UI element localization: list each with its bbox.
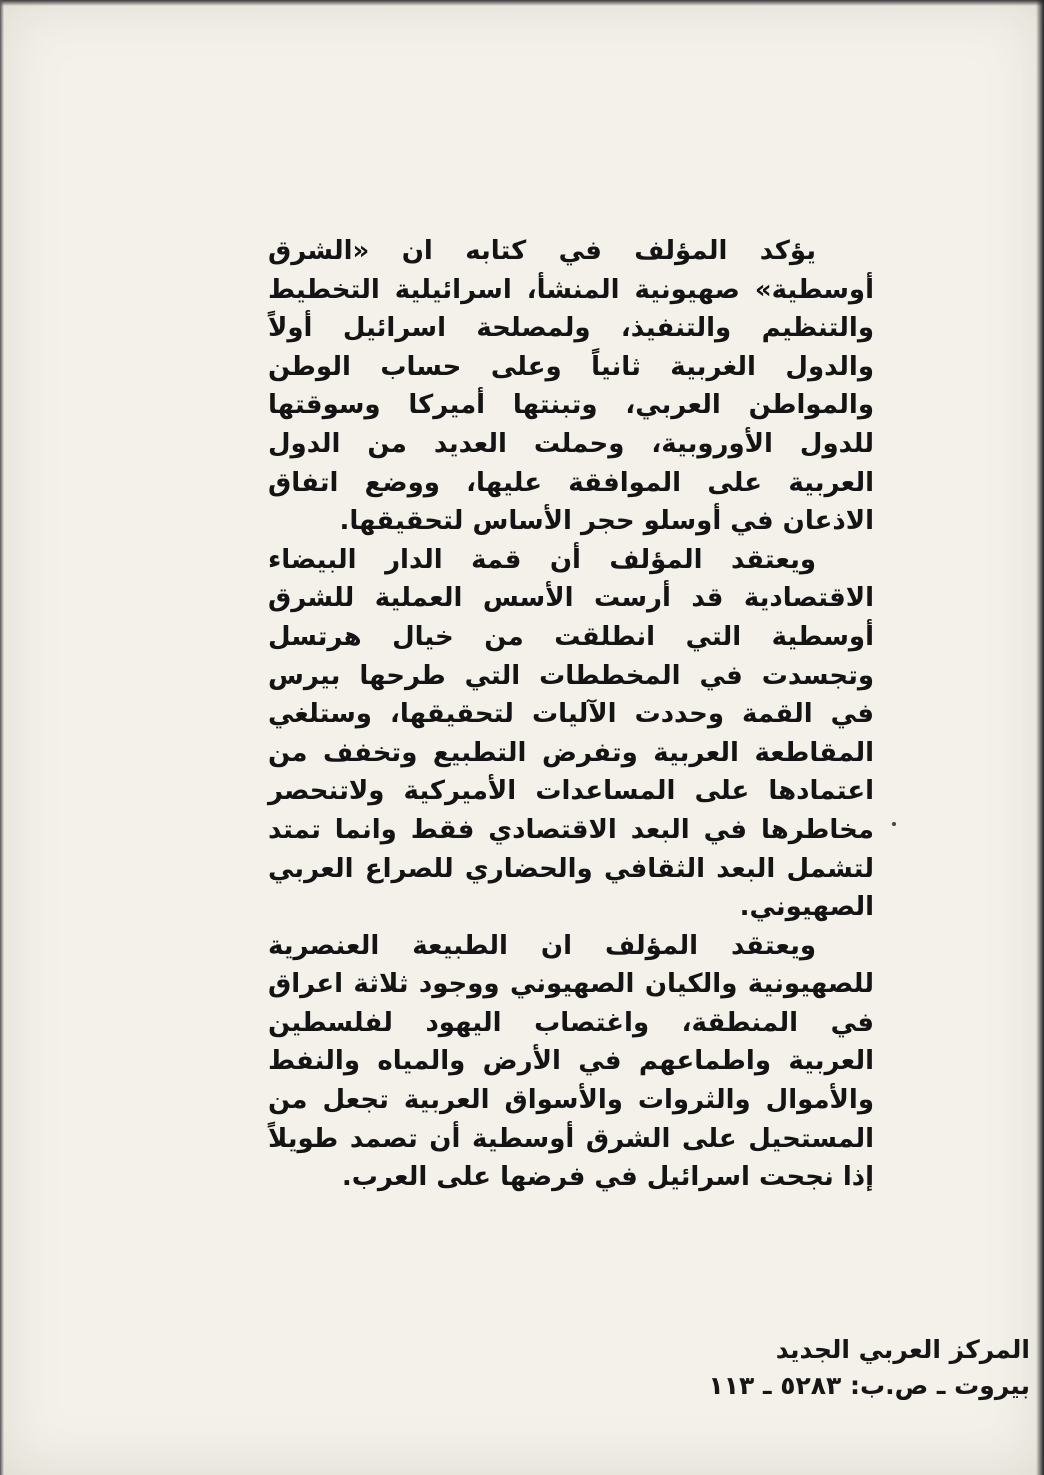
- blurb-paragraph-1: يؤكد المؤلف في كتابه ان «الشرق أوسطية» صهيونية المنشأ، اسرائيلية التخطيط والتنظيم والتنفيذ، ولمصلحة اسرائيل أولاً والدول الغربية ثانياً وعلى حساب الوطن والمواطن العربي، وتبنتها أميركا وسوقتها للدول الأوروبية، وحملت العديد من الدول العربية على الموافقة عليها، ووضع اتفاق الاذعان في أوسلو حجر الأساس لتحقيقها.: [268, 236, 874, 537]
- publisher-address: بيروت ـ ص.ب: ٥٢٨٣ ـ ١١٣: [708, 1371, 1030, 1400]
- blurb-paragraph-2: ويعتقد المؤلف أن قمة الدار البيضاء الاقتصادية قد أرست الأسس العملية للشرق أوسطية التي انطلقت من خيال هرتسل وتجسدت في المخططات التي طرحها بيرس في القمة وحددت الآليات لتحقيقها، وستلغي المقاطعة العربية وتفرض التطبيع وتخفف من اعتمادها على المساعدات الأميركية ولاتنحصر مخاطرها في البعد الاقتصادي فقط وانما تمتد لتشمل البعد الثقافي والحضاري للصراع العربي الصهيوني.: [268, 544, 874, 923]
- scan-edge-right: [1036, 0, 1044, 1475]
- scan-edge-top: [0, 0, 1044, 6]
- book-blurb: [268, 232, 874, 1197]
- publisher-name: المركز العربي الجديد: [775, 1335, 1030, 1364]
- scan-speck: [892, 822, 896, 826]
- blurb-paragraph-3: ويعتقد المؤلف ان الطبيعة العنصرية للصهيونية والكيان الصهيوني ووجود ثلاثة اعراق في المنطقة، واغتصاب اليهود لفلسطين العربية واطماعهم في الأرض والمياه والنفط والأموال والثروات والأسواق العربية تجعل من المستحيل على الشرق أوسطية أن تصمد طويلاً إذا نجحت اسرائيل في فرضها على العرب.: [268, 930, 874, 1193]
- publisher-block: [709, 1332, 1031, 1404]
- scan-edge-left: [0, 0, 4, 1475]
